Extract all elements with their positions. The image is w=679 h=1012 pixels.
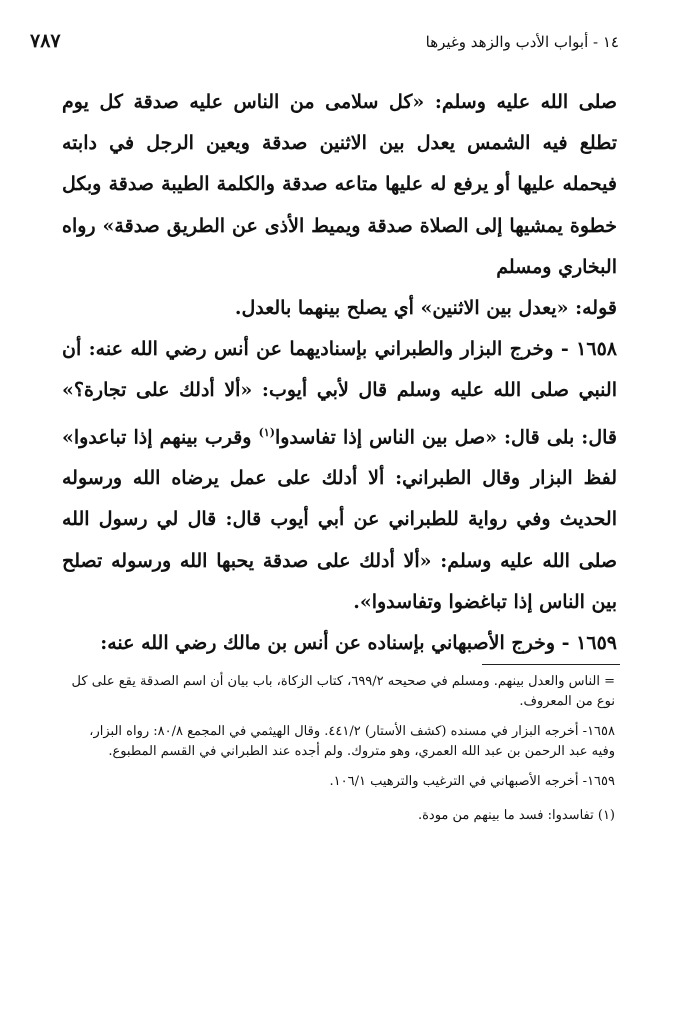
footnote-1658: ١٦٥٨- أخرجه البزار في مسنده (كشف الأستار) ٤٤١/٢. وقال الهيثمي في المجمع ٨٠/٨: رواه البزار، وفيه عبد الرحمن بن عبد الله العمري، وهو متروك. ولم أجده عند الطبراني في القسم المطبوع. bbox=[89, 724, 615, 759]
footnote-marker[interactable]: (١) bbox=[258, 425, 275, 439]
running-title: ١٤ - أبواب الأدب والزهد وغيرها bbox=[425, 33, 619, 51]
page-number: ٧٨٧ bbox=[30, 30, 61, 52]
hadith-1658-rest: وقرب بينهم إذا تباعدوا» لفظ البزار وقال الطبراني: ألا أدلك على عمل يرضاه الله ورسوله الحديث وفي رواية للطبراني عن أبي أيوب قال: قال لي رسول الله صلى الله عليه وسلم: «ألا أدلك على صدقة يحبها الله ورسوله تصلح بين الناس إذا تباغضوا وتفاسدوا». bbox=[62, 425, 617, 613]
footnote-note-1: (١) تفاسدوا: فسد ما بينهم من مودة. bbox=[417, 808, 615, 823]
hadith-1658-intro: ١٦٥٨ - وخرج البزار والطبراني بإسناديهما عن أنس رضي الله عنه: أن النبي صلى الله عليه وسلم قال لأبي أيوب: «ألا أدلك على تجارة؟» قال: بلى قال: «صل بين الناس إذا تفاسدوا bbox=[62, 338, 617, 448]
hadith-1657-gloss: قوله: «يعدل بين الاثنين» أي يصلح بينهما بالعدل. bbox=[234, 297, 617, 320]
footnote-1659: ١٦٥٩- أخرجه الأصبهاني في الترغيب والترهيب ١٠٦/١. bbox=[329, 774, 615, 789]
main-text bbox=[62, 82, 617, 664]
hadith-1658 bbox=[62, 329, 617, 623]
footnote-separator bbox=[482, 664, 620, 665]
hadith-1657-text: صلى الله عليه وسلم: «كل سلامى من الناس عليه صدقة كل يوم تطلع فيه الشمس يعدل بين الاثنين صدقة ويعين الرجل في دابته فيحمله عليها أو يرفع له عليها متاعه صدقة والكلمة الطيبة صدقة وبكل خطوة يمشيها إلى الصلاة صدقة ويميط الأذى عن الطريق صدقة» رواه البخاري ومسلم bbox=[62, 91, 617, 278]
footnote-continued: = الناس والعدل بينهم. ومسلم في صحيحه ٦٩٩/٢، كتاب الزكاة، باب بيان أن اسم الصدقة يقع على كل نوع من المعروف. bbox=[71, 674, 615, 709]
hadith-1659-intro: ١٦٥٩ - وخرج الأصبهاني بإسناده عن أنس بن مالك رضي الله عنه: bbox=[100, 631, 617, 654]
footnotes bbox=[62, 672, 615, 826]
page-header bbox=[30, 30, 619, 52]
